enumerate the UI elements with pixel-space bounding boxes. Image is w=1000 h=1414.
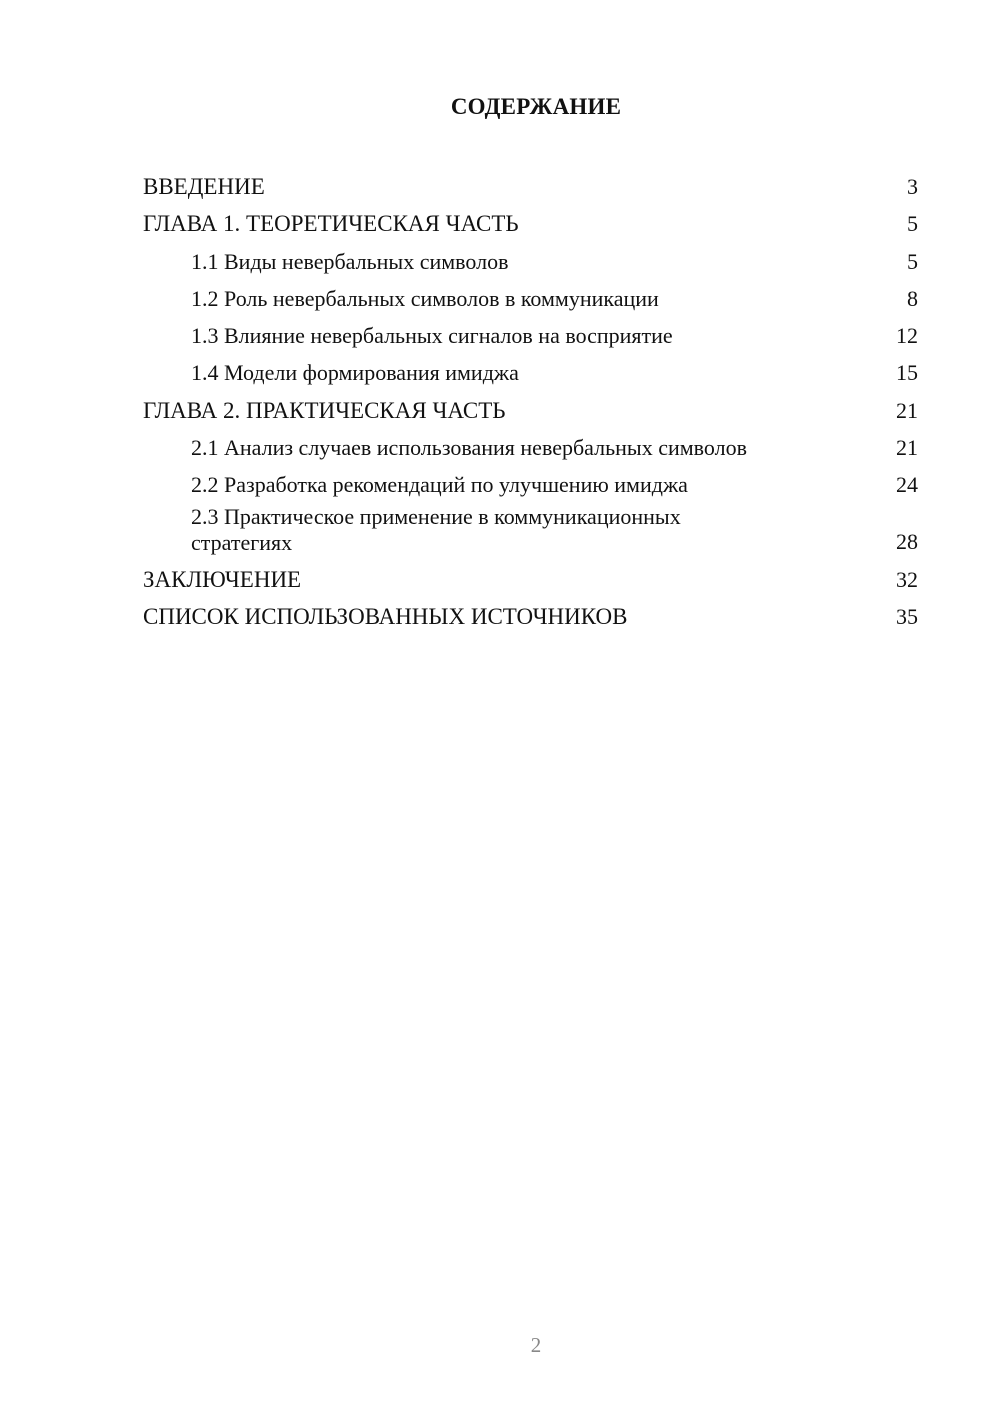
toc-entry-section-2-1	[143, 429, 918, 466]
toc-entry-references	[143, 598, 918, 635]
toc-entry-page: 12	[896, 323, 918, 349]
toc-entry-page: 21	[896, 435, 918, 461]
toc-entry-section-1-1	[143, 243, 918, 280]
toc-entry-section-2-3	[143, 504, 918, 561]
toc-entry-page: 28	[896, 529, 918, 555]
toc-entry-section-1-3	[143, 317, 918, 354]
page-number: 2	[530, 1333, 542, 1357]
toc-entry-page: 35	[896, 603, 918, 629]
toc-entry-chapter-1	[143, 205, 918, 242]
toc-entry-label: 1.2 Роль невербальных символов в коммуникации	[191, 285, 659, 311]
table-of-contents	[143, 168, 918, 635]
toc-entry-page: 3	[907, 174, 918, 199]
toc-entry-label: 2.2 Разработка рекомендаций по улучшению имиджа	[191, 472, 688, 498]
toc-entry-page: 5	[907, 211, 918, 237]
toc-entry-chapter-2	[143, 392, 918, 429]
toc-entry-page: 8	[907, 285, 918, 311]
toc-entry-label: 1.3 Влияние невербальных сигналов на восприятие	[191, 323, 673, 349]
toc-entry-section-2-2	[143, 466, 918, 503]
toc-entry-label: 1.1 Виды невербальных символов	[191, 248, 509, 274]
toc-entry-page: 5	[907, 248, 918, 274]
toc-entry-label: ВВЕДЕНИЕ	[143, 174, 265, 199]
toc-entry-page: 15	[896, 360, 918, 386]
toc-entry-label: СПИСОК ИСПОЛЬЗОВАННЫХ ИСТОЧНИКОВ	[143, 603, 628, 629]
toc-entry-label: 2.3 Практическое применение в коммуникационных стратегиях	[191, 503, 681, 555]
toc-entry-conclusion	[143, 561, 918, 598]
page-title: СОДЕРЖАНИЕ	[450, 94, 622, 119]
toc-entry-introduction	[143, 168, 918, 205]
toc-entry-label: ЗАКЛЮЧЕНИЕ	[143, 566, 302, 592]
toc-entry-label: ГЛАВА 1. ТЕОРЕТИЧЕСКАЯ ЧАСТЬ	[143, 211, 519, 237]
toc-entry-page: 24	[896, 472, 918, 498]
toc-entry-label: ГЛАВА 2. ПРАКТИЧЕСКАЯ ЧАСТЬ	[143, 397, 506, 423]
toc-entry-label: 2.1 Анализ случаев использования невербальных символов	[191, 435, 747, 461]
toc-entry-page: 32	[896, 566, 918, 592]
toc-entry-section-1-4	[143, 354, 918, 391]
toc-entry-page: 21	[896, 397, 918, 423]
toc-entry-label: 1.4 Модели формирования имиджа	[191, 360, 519, 386]
toc-entry-section-1-2	[143, 280, 918, 317]
